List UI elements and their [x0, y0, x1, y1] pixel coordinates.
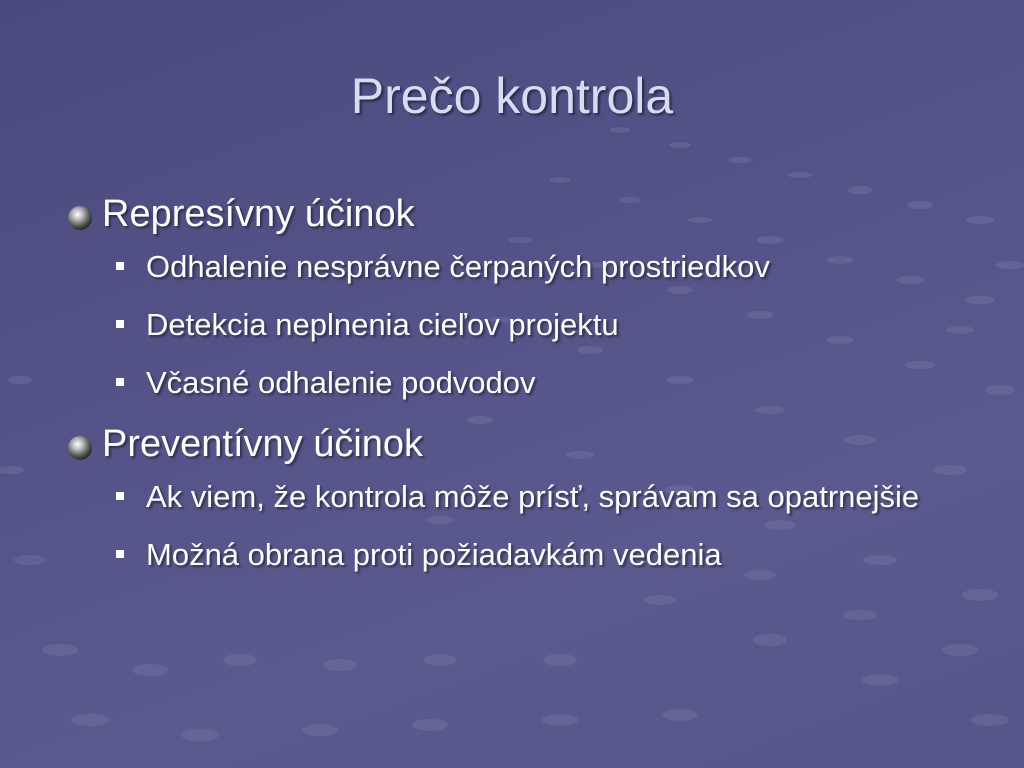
- square-bullet-icon: [116, 550, 124, 558]
- sphere-bullet-icon: [66, 434, 94, 462]
- list-item-text: Možná obrana proti požiadavkám vedenia: [146, 537, 722, 572]
- list-item-text: Odhalenie nesprávne čerpaných prostriedkov: [146, 249, 770, 284]
- section-heading-text: Preventívny účinok: [102, 423, 424, 465]
- list-item: [66, 244, 946, 290]
- list-item-text: Ak viem, že kontrola môže prísť, správam sa opatrnejšie: [146, 479, 920, 514]
- list-item: [66, 532, 946, 578]
- section-heading-preventive: [66, 418, 966, 470]
- square-bullet-icon: [116, 378, 124, 386]
- list-item-text: Včasné odhalenie podvodov: [146, 365, 536, 400]
- section-heading-text: Represívny účinok: [102, 193, 415, 235]
- list-item: [66, 360, 946, 406]
- square-bullet-icon: [116, 262, 124, 270]
- bullet-list: [66, 188, 966, 590]
- list-item-text: Detekcia neplnenia cieľov projektu: [146, 307, 619, 342]
- square-bullet-icon: [116, 492, 124, 500]
- section-heading-repressive: [66, 188, 966, 240]
- slide-title: Prečo kontrola: [350, 68, 674, 124]
- list-item: [66, 474, 946, 520]
- list-item: [66, 302, 946, 348]
- sphere-bullet-icon: [66, 204, 94, 232]
- square-bullet-icon: [116, 320, 124, 328]
